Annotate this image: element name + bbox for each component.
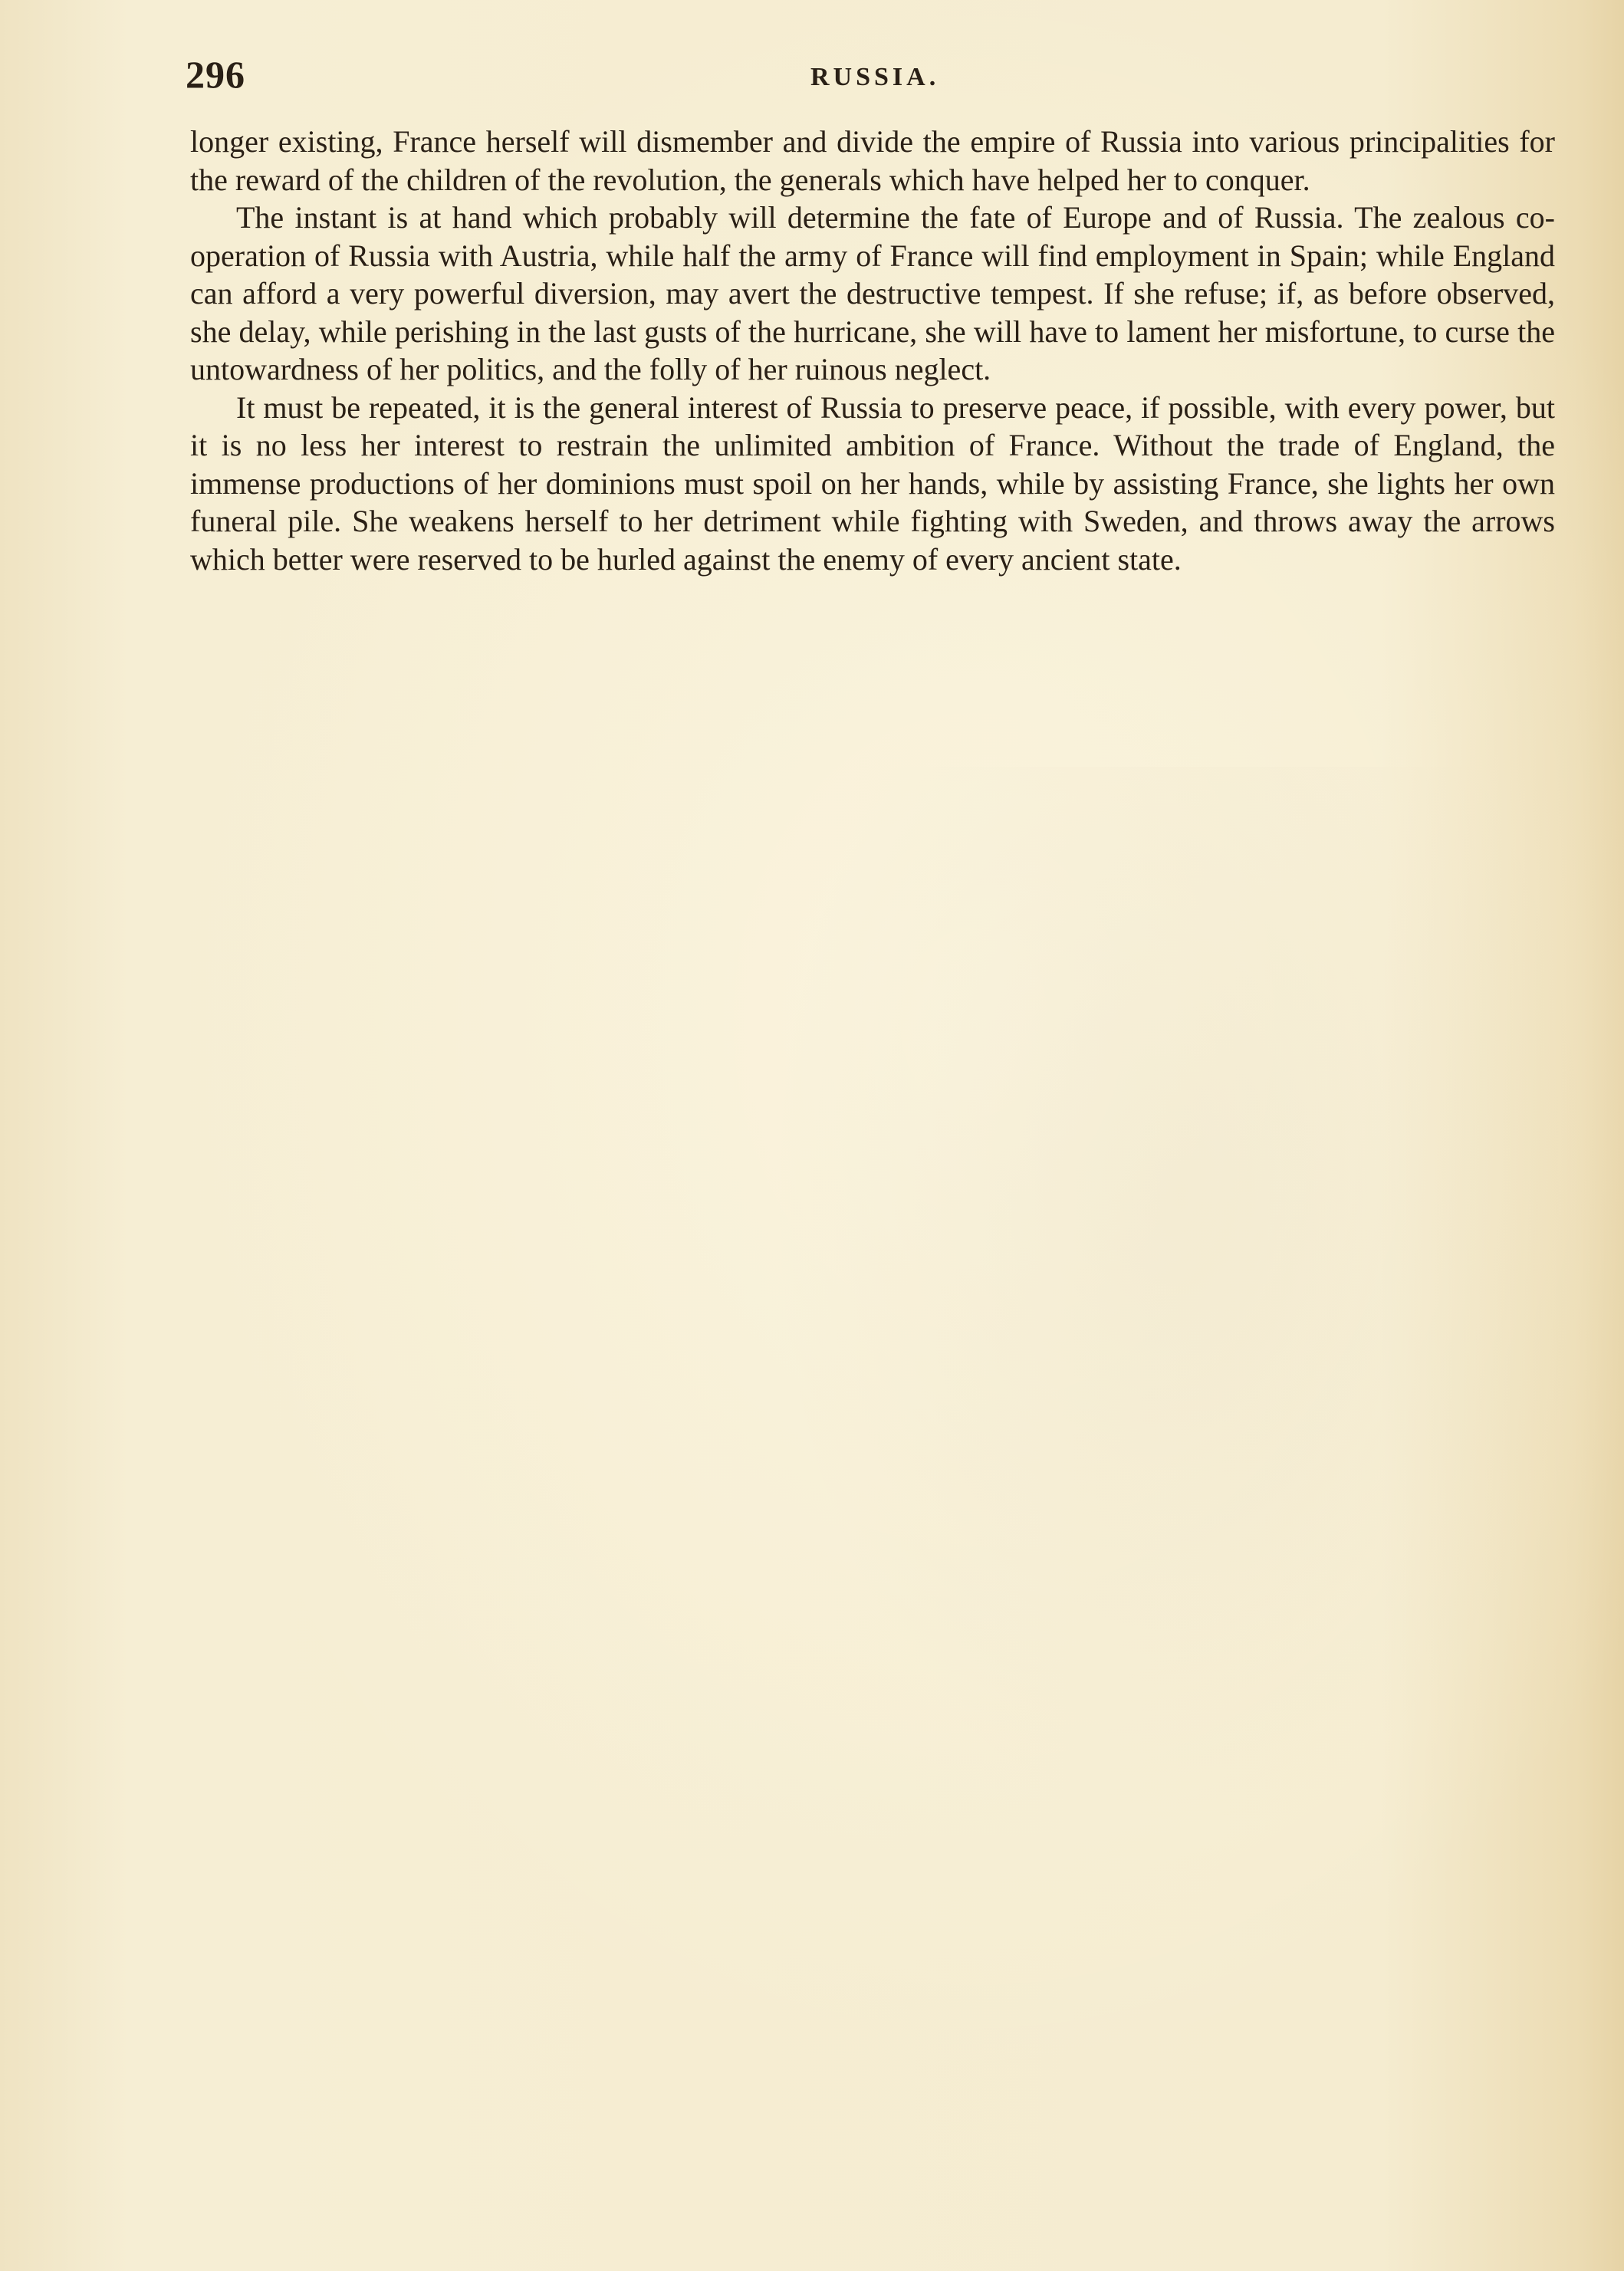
- paragraph-3: It must be repeated, it is the general interest of Russia to preserve peace, if possible, with every power, but it is no less her interest to restrain the unlimited ambition of France. Without the trade of England, the immense productions of her dominions must spoil on her hands, while by assisting France, she lights her own funeral pile. She weakens herself to her detriment while fighting with Sweden, and throws away the arrows which better were reserved to be hurled against the enemy of every ancient state.: [190, 389, 1555, 577]
- running-title: RUSSIA.: [810, 63, 940, 91]
- page-header: [186, 52, 1558, 98]
- page-number: 296: [186, 53, 245, 96]
- paragraph-2: The instant is at hand which probably will determine the fate of Europe and of Russia. The zealous co-operation of Russia with Austria, while half the army of France will find employment in Spain; while England can afford a very powerful diversion, may avert the destructive tempest. If she refuse; if, as before observed, she delay, while perishing in the last gusts of the hurricane, she will have to lament her misfortune, to curse the untowardness of her politics, and the folly of her ruinous neglect.: [190, 200, 1555, 386]
- body-text: [190, 123, 1555, 578]
- paragraph-1: longer existing, France herself will dismember and divide the empire of Russia into various principalities for the reward of the children of the revolution, the generals which have helped her to conquer.: [190, 124, 1555, 197]
- show-through-shading: [767, 767, 1595, 1840]
